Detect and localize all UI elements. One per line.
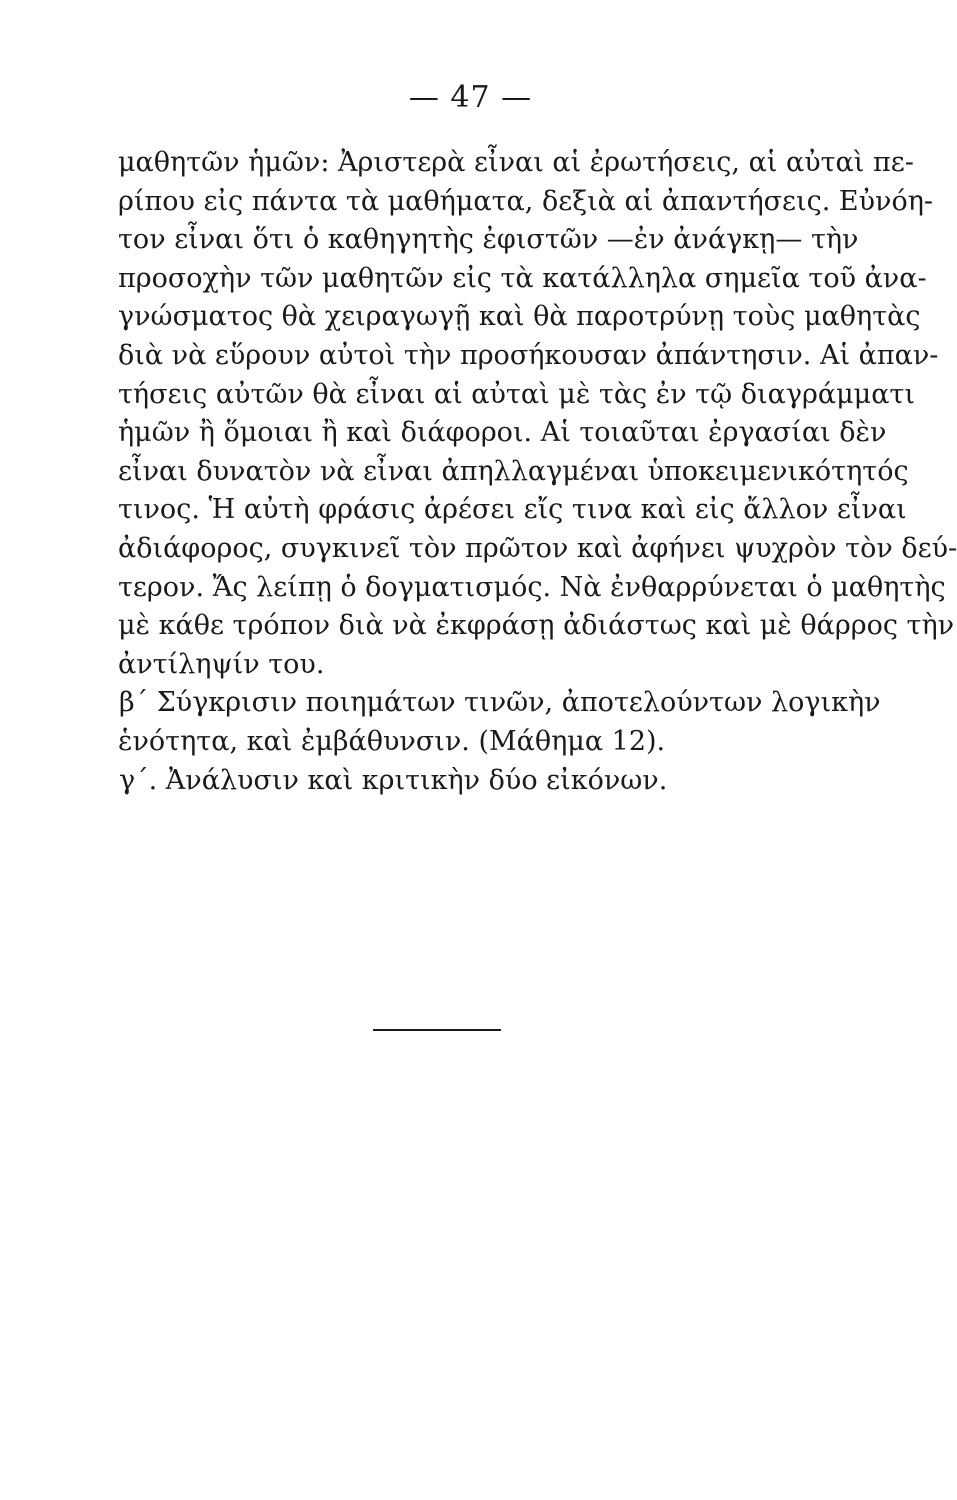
list-item-beta: β΄ Σύγκρισιν ποιημάτων τινῶν, ἀποτελούντων λογικὴν [119, 687, 881, 719]
text-line: ἡμῶν ἢ ὅμοιαι ἢ καὶ διάφοροι. Αἱ τοιαῦται ἐργασίαι δὲν [118, 417, 887, 449]
text-line: διὰ νὰ εὕρουν αὐτοὶ τὴν προσήκουσαν ἀπάντησιν. Αἱ ἀπαν- [118, 339, 939, 371]
text-line: τον εἶναι ὅτι ὁ καθηγητὴς ἐφιστῶν —ἐν ἀνάγκῃ— τὴν [118, 224, 859, 256]
text-line: προσοχὴν τῶν μαθητῶν εἰς τὰ κατάλληλα σημεῖα τοῦ ἀνα- [118, 262, 927, 294]
text-line: γνώσματος θὰ χειραγωγῇ καὶ θὰ παροτρύνῃ τοὺς μαθητὰς [118, 301, 921, 333]
section-divider [373, 1029, 501, 1031]
text-line: μὲ κάθε τρόπον διὰ νὰ ἐκφράσῃ ἀδιάστως καὶ μὲ θάρρος τὴν [118, 610, 955, 642]
page-number: — 47 — [408, 80, 533, 115]
text-line: ἀντίληψίν του. [118, 648, 325, 680]
text-line: εἶναι δυνατὸν νὰ εἶναι ἀπηλλαγμέναι ὑποκειμενικότητός [118, 455, 909, 487]
list-item-gamma: γ΄. Ἀνάλυσιν καὶ κριτικὴν δύο εἰκόνων. [119, 764, 668, 796]
text-line: τερον. Ἄς λείπῃ ὁ δογματισμός. Νὰ ἐνθαρρύνεται ὁ μαθητὴς [118, 571, 946, 603]
text-line: τήσεις αὐτῶν θὰ εἶναι αἱ αὐταὶ μὲ τὰς ἐν τῷ διαγράμματι [118, 378, 915, 410]
text-line: τινος. Ἡ αὐτὴ φράσις ἀρέσει εἴς τινα καὶ εἰς ἄλλον εἶναι [118, 494, 907, 526]
text-line: ἑνότητα, καὶ ἐμβάθυνσιν. (Μάθημα 12). [118, 725, 666, 757]
text-line: μαθητῶν ἡμῶν: Ἀριστερὰ εἶναι αἱ ἐρωτήσεις, αἱ αὐταὶ πε- [118, 147, 914, 178]
text-line: ρίπου εἰς πάντα τὰ μαθήματα, δεξιὰ αἱ ἀπαντήσεις. Εὐνόη- [118, 185, 933, 217]
text-line: ἀδιάφορος, συγκινεῖ τὸν πρῶτον καὶ ἀφήνει ψυχρὸν τὸν δεύ- [118, 532, 957, 564]
body-text [118, 144, 957, 800]
